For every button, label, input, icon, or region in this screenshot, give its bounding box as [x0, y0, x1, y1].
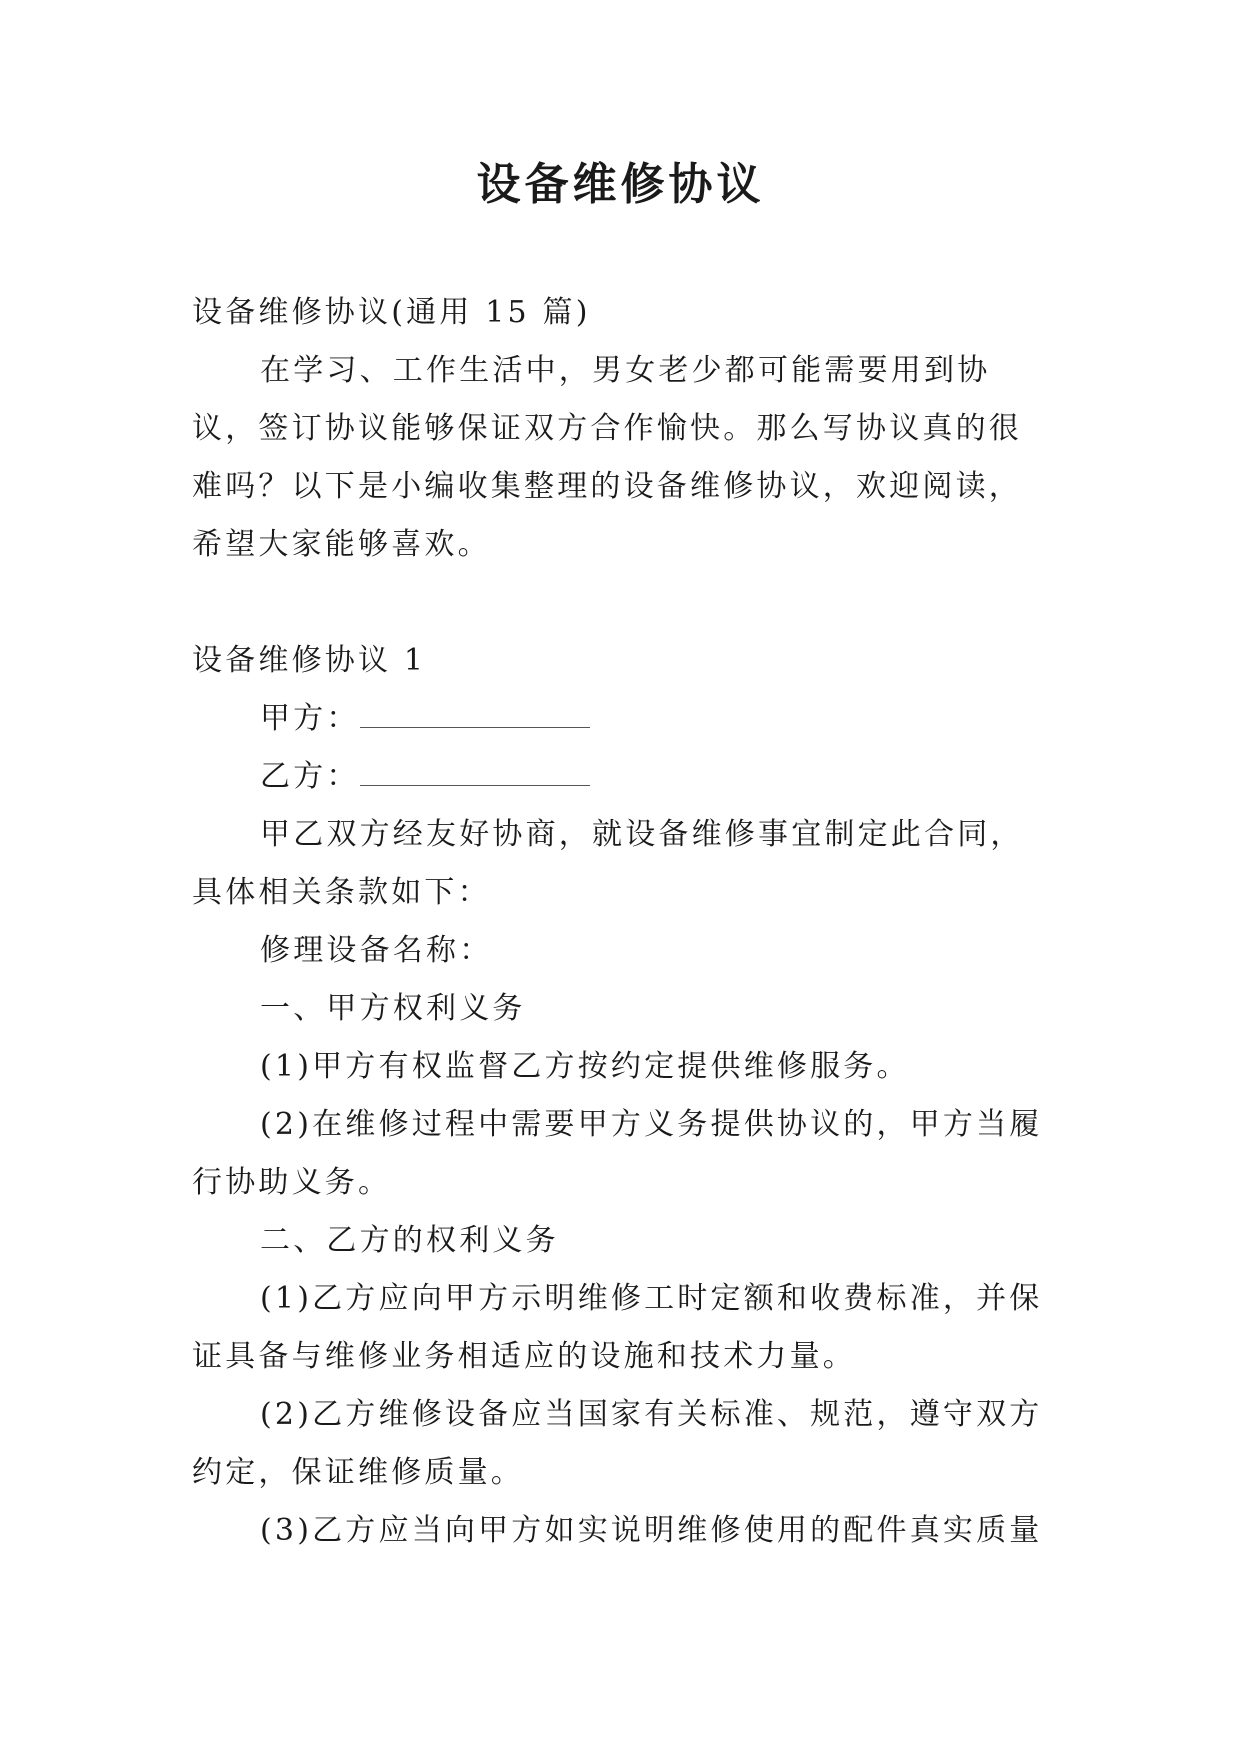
equipment-name-line: 修理设备名称： [260, 933, 493, 968]
party-a-blank [360, 709, 590, 728]
clause1-item2: (2)在维修过程中需要甲方义务提供协议的，甲方当履行协助义务。 [192, 1107, 1043, 1200]
party-b-line [192, 748, 1052, 806]
party-a-line [192, 690, 1052, 748]
clause1-item1: (1)甲方有权监督乙方按约定提供维修服务。 [260, 1049, 910, 1084]
clause2-item3: (3)乙方应当向甲方如实说明维修使用的配件真实质量 [260, 1513, 1043, 1548]
intro-paragraph: 在学习、工作生活中，男女老少都可能需要用到协议，签订协议能够保证双方合作愉快。那么写协议真的很难吗？以下是小编收集整理的设备维修协议，欢迎阅读，希望大家能够喜欢。 [192, 353, 1022, 562]
clause2-item1: (1)乙方应向甲方示明维修工时定额和收费标准，并保证具备与维修业务相适应的设施和技术力量。 [192, 1281, 1043, 1374]
party-b-label: 乙方： [260, 759, 360, 794]
document-subtitle: 设备维修协议(通用 15 篇) [192, 295, 591, 330]
party-b-blank [360, 767, 590, 786]
preamble-paragraph: 甲乙双方经友好协商，就设备维修事宜制定此合同，具体相关条款如下： [192, 817, 1024, 910]
party-a-label: 甲方： [260, 701, 360, 736]
section-heading: 设备维修协议 1 [192, 643, 427, 678]
clause2-item2: (2)乙方维修设备应当国家有关标准、规范，遵守双方约定，保证维修质量。 [192, 1397, 1043, 1490]
clause2-heading: 二、乙方的权利义务 [260, 1223, 559, 1258]
clause1-heading: 一、甲方权利义务 [260, 991, 526, 1026]
document-body [192, 284, 1052, 1560]
document-title: 设备维修协议 [476, 159, 765, 210]
